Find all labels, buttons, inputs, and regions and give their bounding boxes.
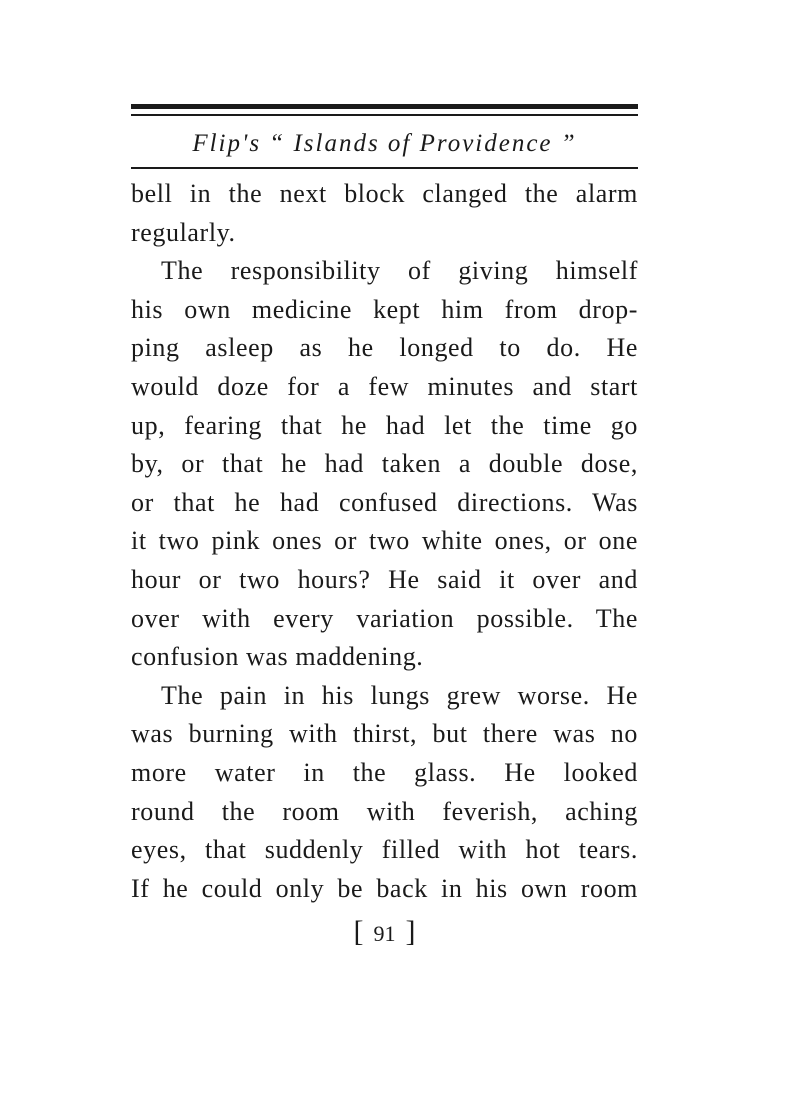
text-line: hour or two hours? He said it over and xyxy=(131,564,638,594)
text-line: up, fearing that he had let the time go xyxy=(131,410,638,440)
body-text xyxy=(131,175,638,908)
text-line: confusion was maddening. xyxy=(131,642,424,672)
text-line: by, or that he had taken a double dose, xyxy=(131,449,638,479)
text-line: over with every variation possible. The xyxy=(131,603,638,633)
text-line: more water in the glass. He looked xyxy=(131,757,638,787)
text-line: round the room with feverish, aching xyxy=(131,796,638,826)
text-line: If he could only be back in his own room xyxy=(131,873,638,903)
text-line: The pain in his lungs grew worse. He xyxy=(161,680,638,710)
page-number xyxy=(131,912,638,954)
header-rule-thin xyxy=(131,114,638,116)
text-line: was burning with thirst, but there was no xyxy=(131,719,638,749)
text-line: his own medicine kept him from drop- xyxy=(131,294,638,324)
text-line: The responsibility of giving himself xyxy=(161,256,638,286)
text-line: would doze for a few minutes and start xyxy=(131,371,638,401)
text-line: it two pink ones or two white ones, or one xyxy=(131,526,638,556)
header-rule-thick xyxy=(131,104,638,109)
text-line: eyes, that suddenly filled with hot tears. xyxy=(131,835,638,865)
text-line: or that he had confused directions. Was xyxy=(131,487,638,517)
text-line: regularly. xyxy=(131,217,236,247)
bracket-open: [ xyxy=(353,915,364,948)
bracket-close: ] xyxy=(405,915,416,948)
text-line: bell in the next block clanged the alarm xyxy=(131,179,638,208)
text-line: ping asleep as he longed to do. He xyxy=(131,333,638,363)
page-number-value: 91 xyxy=(373,921,396,946)
running-title: Flip's “ Islands of Providence ” xyxy=(192,130,577,157)
header-rule-bottom xyxy=(131,167,638,169)
